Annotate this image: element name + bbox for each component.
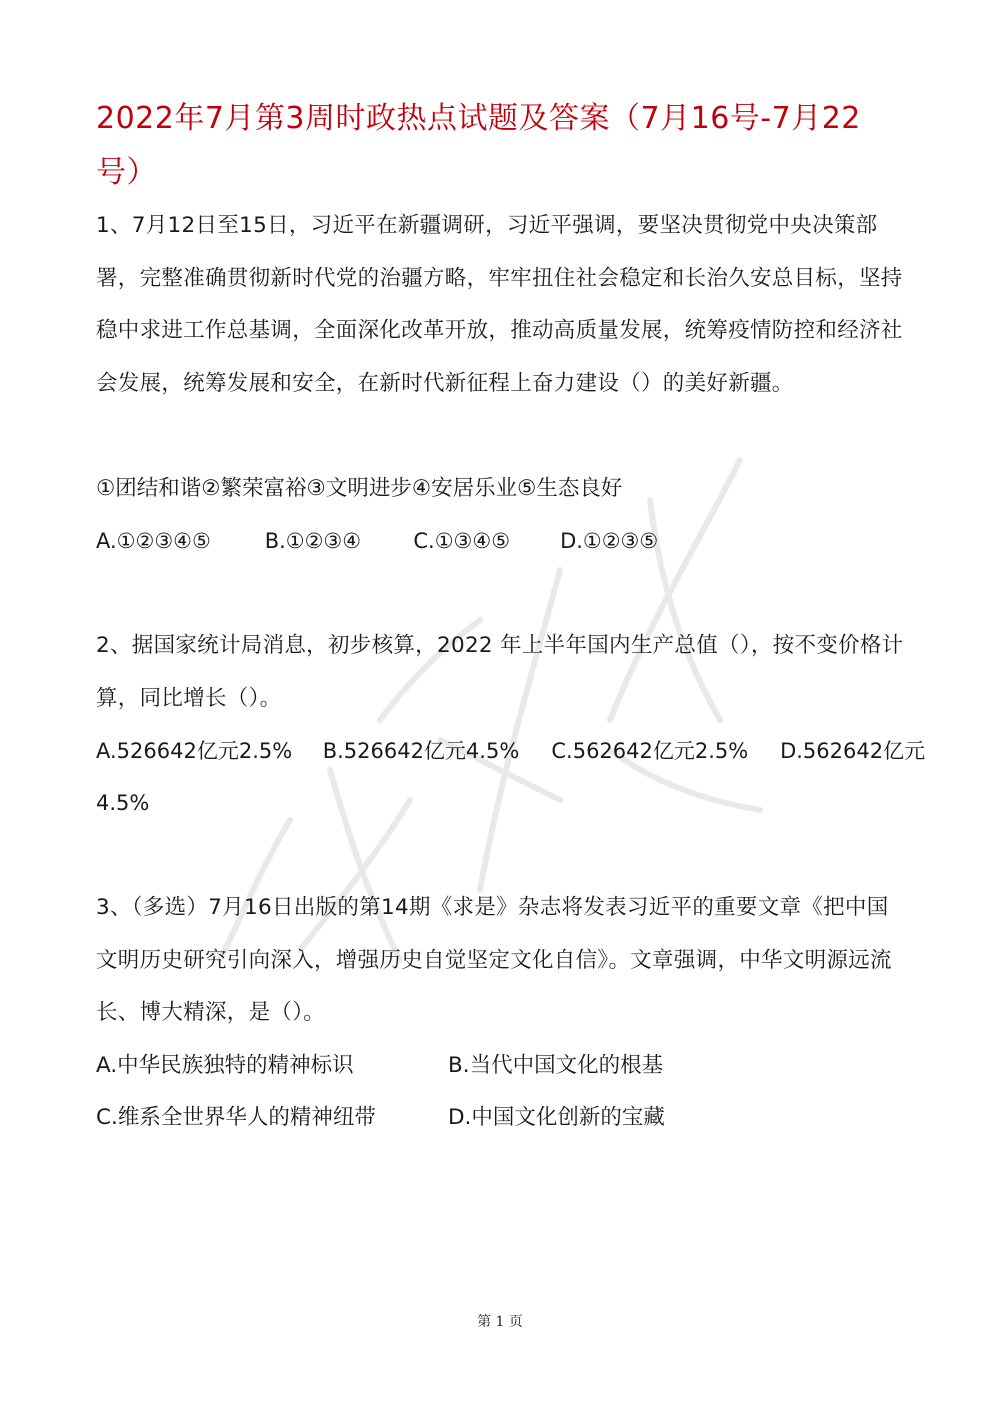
question-2-option-c[interactable]: C.562642亿元2.5% [551, 739, 749, 763]
page-number: 第 1 页 [477, 1314, 523, 1330]
question-1-option-c[interactable]: C.①③④⑤ [413, 529, 511, 553]
question-2-option-b[interactable]: B.526642亿元4.5% [322, 739, 520, 763]
question-3-option-a[interactable]: A.中华民族独特的精神标识 [96, 1053, 354, 1078]
question-2-stem: 2、据国家统计局消息，初步核算，2022 年上半年国内生产总值（），按不变价格计算，同比增长（）。 [96, 633, 904, 711]
question-3-option-c[interactable]: C.维系全世界华人的精神纽带 [96, 1105, 376, 1130]
question-3-option-b[interactable]: B.当代中国文化的根基 [448, 1053, 664, 1078]
question-1-stem: 1、7月12日至15日，习近平在新疆调研，习近平强调，要坚决贯彻党中央决策部署，完整准确贯彻新时代党的治疆方略，牢牢扭住社会稳定和长治久安总目标，坚持稳中求进工作总基调，全面深化改革开放，推动高质量发展，统筹疫情防控和经济社会发展，统筹发展和安全，在新时代新征程上奋力建设（）的美好新疆。 [96, 213, 903, 396]
question-1-options [96, 526, 658, 556]
question-1-option-d[interactable]: D.①②③⑤ [560, 529, 659, 553]
question-1-items: ①团结和谐②繁荣富裕③文明进步④安居乐业⑤生态良好 [96, 476, 623, 501]
question-2-option-d[interactable]: D.562642亿元 [780, 739, 926, 763]
question-3-option-d[interactable]: D.中国文化创新的宝藏 [448, 1105, 665, 1130]
question-1-option-a[interactable]: A.①②③④⑤ [96, 529, 211, 553]
question-2-options [96, 736, 925, 766]
page-title: 2022年7月第3周时政热点试题及答案（7月16号-7月22号） [96, 101, 861, 190]
question-1-option-b[interactable]: B.①②③④ [264, 529, 362, 553]
question-2-option-a[interactable]: A.526642亿元2.5% [96, 739, 293, 763]
question-3-options [96, 1051, 908, 1141]
question-3-stem: 3、（多选）7月16日出版的第14期《求是》杂志将发表习近平的重要文章《把中国文明历史研究引向深入，增强历史自觉坚定文化自信》。文章强调，中华文明源远流长、博大精深，是（）。 [96, 895, 892, 1025]
question-2-option-d-continued: 4.5% [96, 791, 150, 815]
